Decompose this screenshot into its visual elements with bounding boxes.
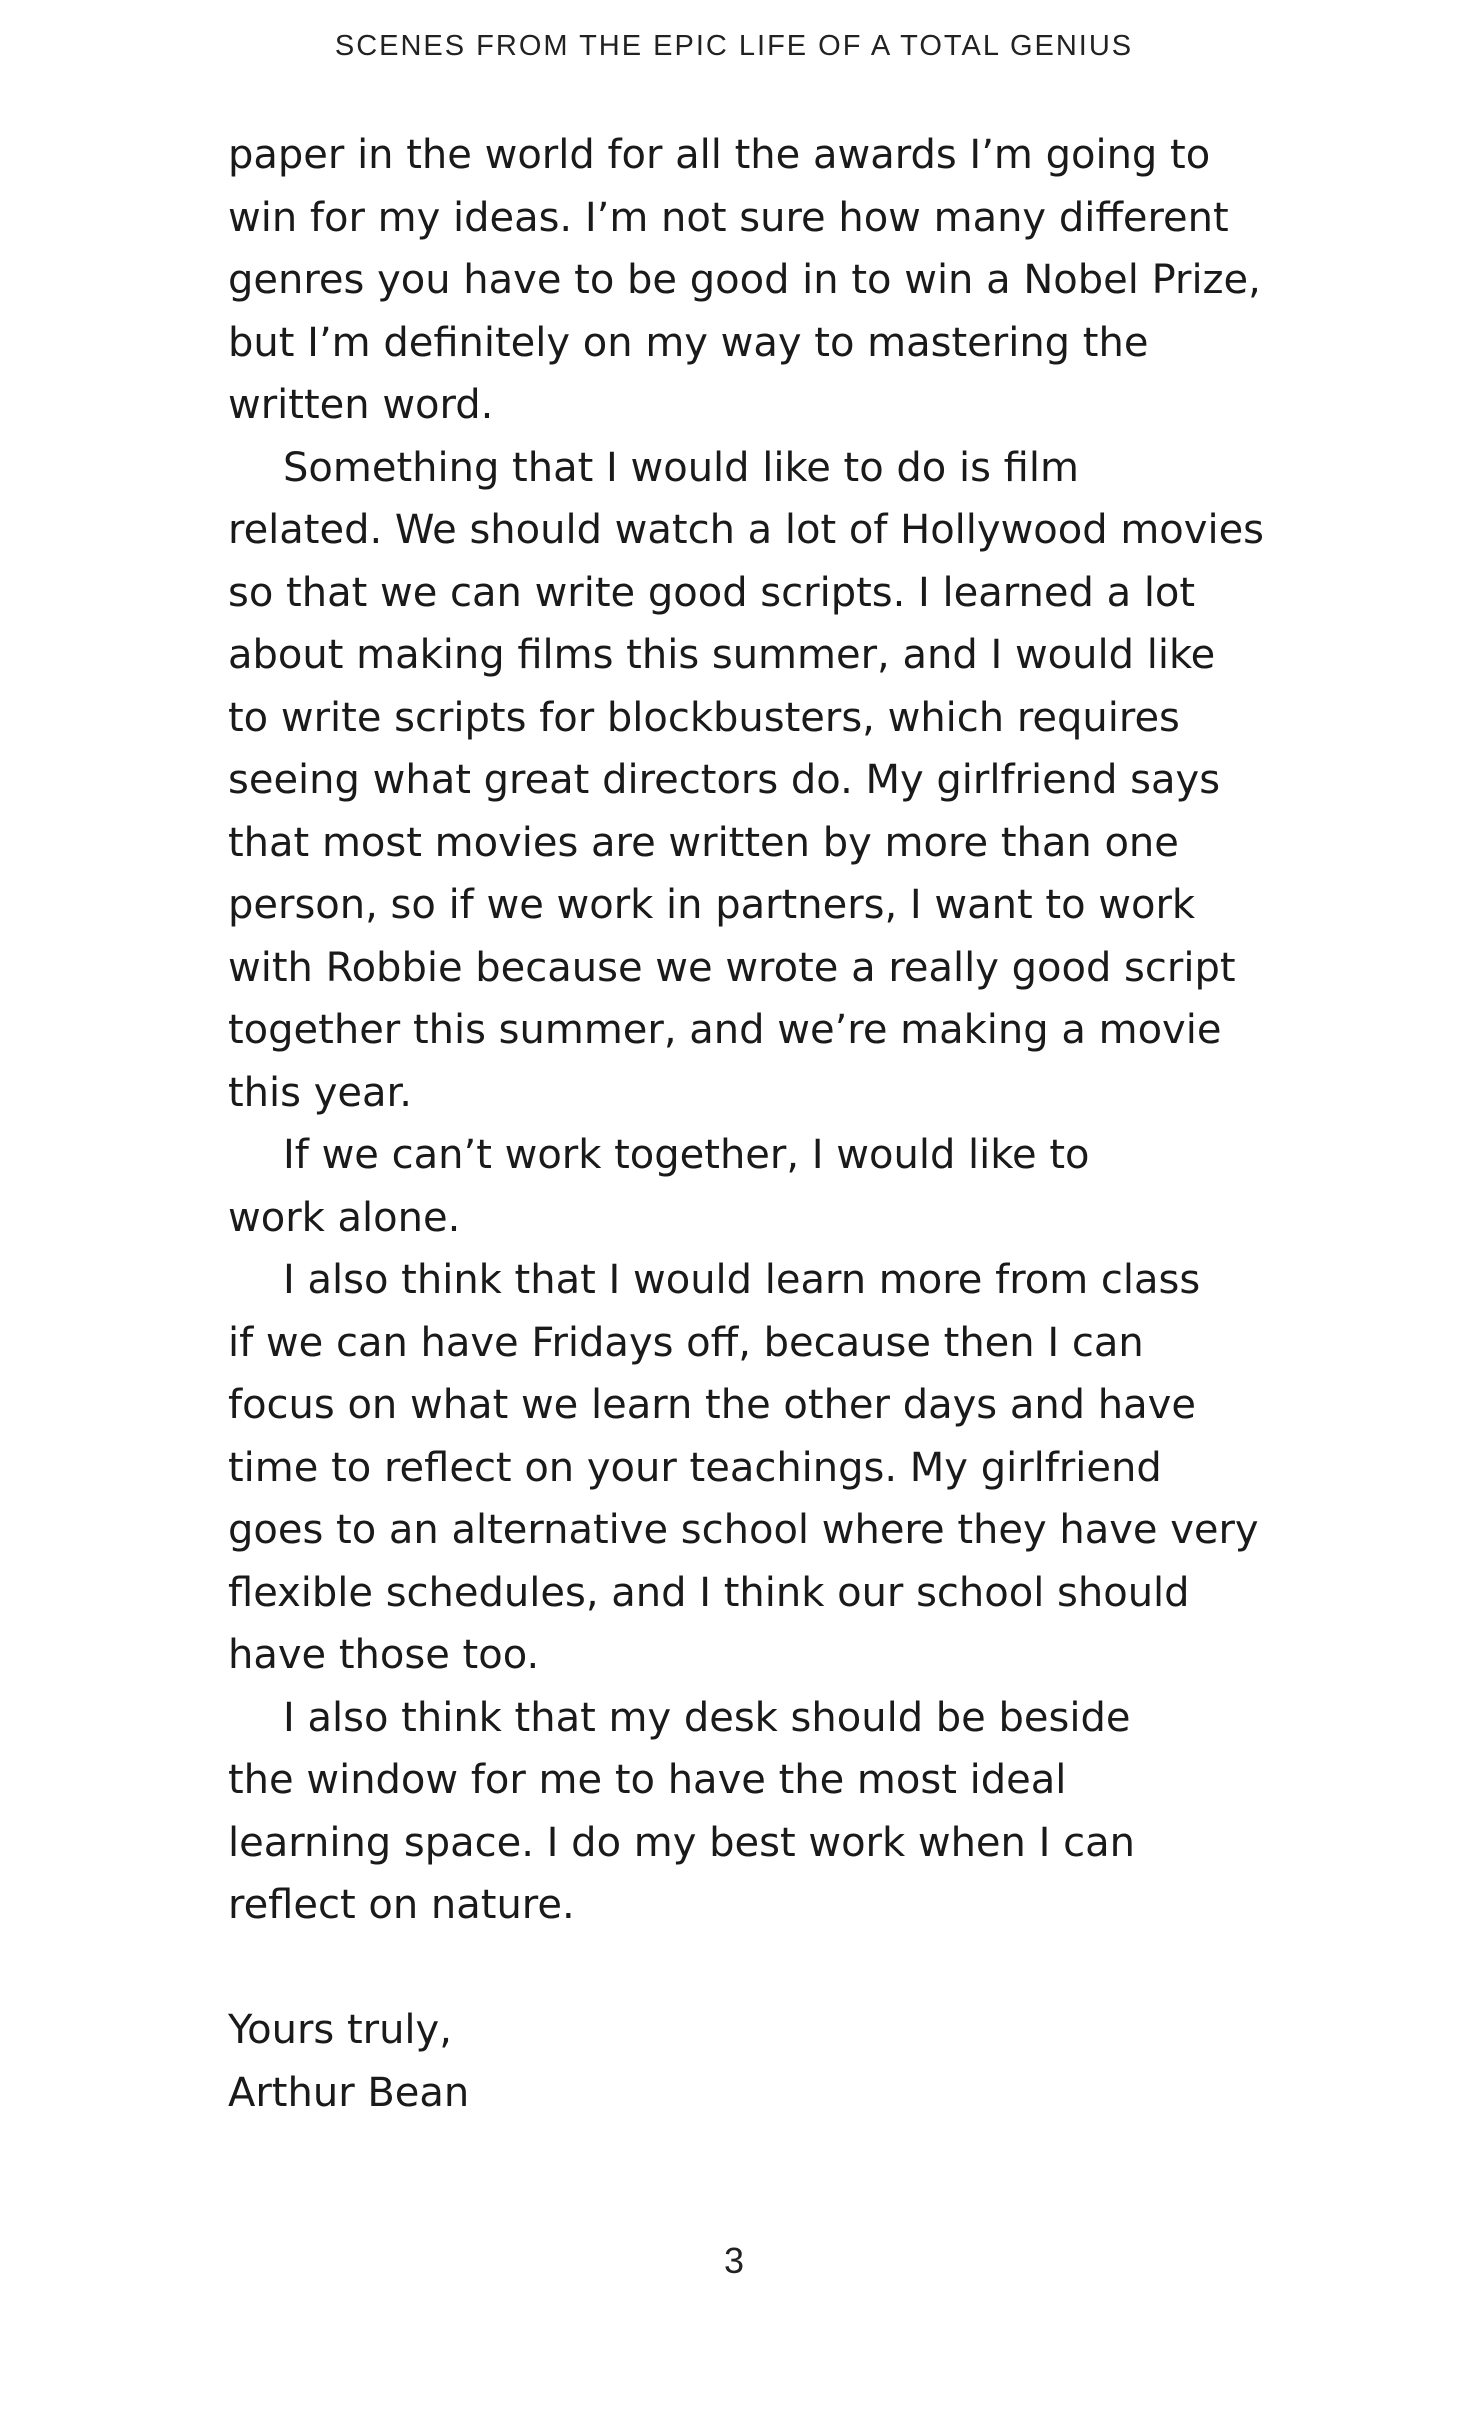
text-line: have those too.: [228, 1632, 540, 1678]
text-line: focus on what we learn the other days and have: [228, 1382, 1196, 1428]
text-line: flexible schedules, and I think our school should: [228, 1569, 1190, 1616]
text-line: work alone.: [228, 1194, 461, 1241]
text-line: paper in the world for all the awards I’m going to: [228, 132, 1211, 178]
signature: Arthur Bean: [228, 2069, 470, 2116]
text-line: goes to an alternative school where they have very: [228, 1507, 1259, 1553]
text-line: but I’m definitely on my way to mastering the: [228, 319, 1149, 366]
text-line: written word.: [228, 382, 494, 428]
text-line: together this summer, and we’re making a movie: [228, 1007, 1222, 1053]
text-line: related. We should watch a lot of Hollywood movies: [228, 507, 1265, 553]
letter-body: [228, 124, 1265, 2124]
text-line: person, so if we work in partners, I want to work: [228, 882, 1196, 928]
text-line: genres you have to be good in to win a Nobel Prize,: [228, 257, 1261, 303]
text-line: this year.: [228, 1069, 412, 1116]
text-line: learning space. I do my best work when I can: [228, 1819, 1135, 1866]
paragraph-start-line: I also think that my desk should be beside: [283, 1694, 1131, 1741]
paragraph-start-line: If we can’t work together, I would like to: [283, 1132, 1090, 1178]
paragraph-start-line: Something that I would like to do is film: [283, 444, 1079, 491]
text-line: about making films this summer, and I would like: [228, 632, 1216, 678]
text-line: seeing what great directors do. My girlfriend says: [228, 757, 1221, 803]
text-line: reflect on nature.: [228, 1882, 575, 1928]
closing: Yours truly,: [228, 2007, 452, 2053]
text-line: so that we can write good scripts. I learned a lot: [228, 569, 1196, 616]
text-line: if we can have Fridays off, because then I can: [228, 1319, 1144, 1366]
text-line: the window for me to have the most ideal: [228, 1757, 1067, 1803]
page-number: 3: [723, 2240, 745, 2281]
paragraph-start-line: I also think that I would learn more from class: [283, 1257, 1201, 1303]
running-head: SCENES FROM THE EPIC LIFE OF A TOTAL GENIUS: [334, 30, 1134, 62]
text-line: with Robbie because we wrote a really good script: [228, 944, 1236, 991]
text-line: to write scripts for blockbusters, which requires: [228, 694, 1180, 741]
blank-line: [228, 1937, 1248, 2000]
text-line: time to reflect on your teachings. My girlfriend: [228, 1444, 1162, 1491]
text-line: that most movies are written by more than one: [228, 819, 1179, 866]
text-line: win for my ideas. I’m not sure how many different: [228, 194, 1229, 241]
